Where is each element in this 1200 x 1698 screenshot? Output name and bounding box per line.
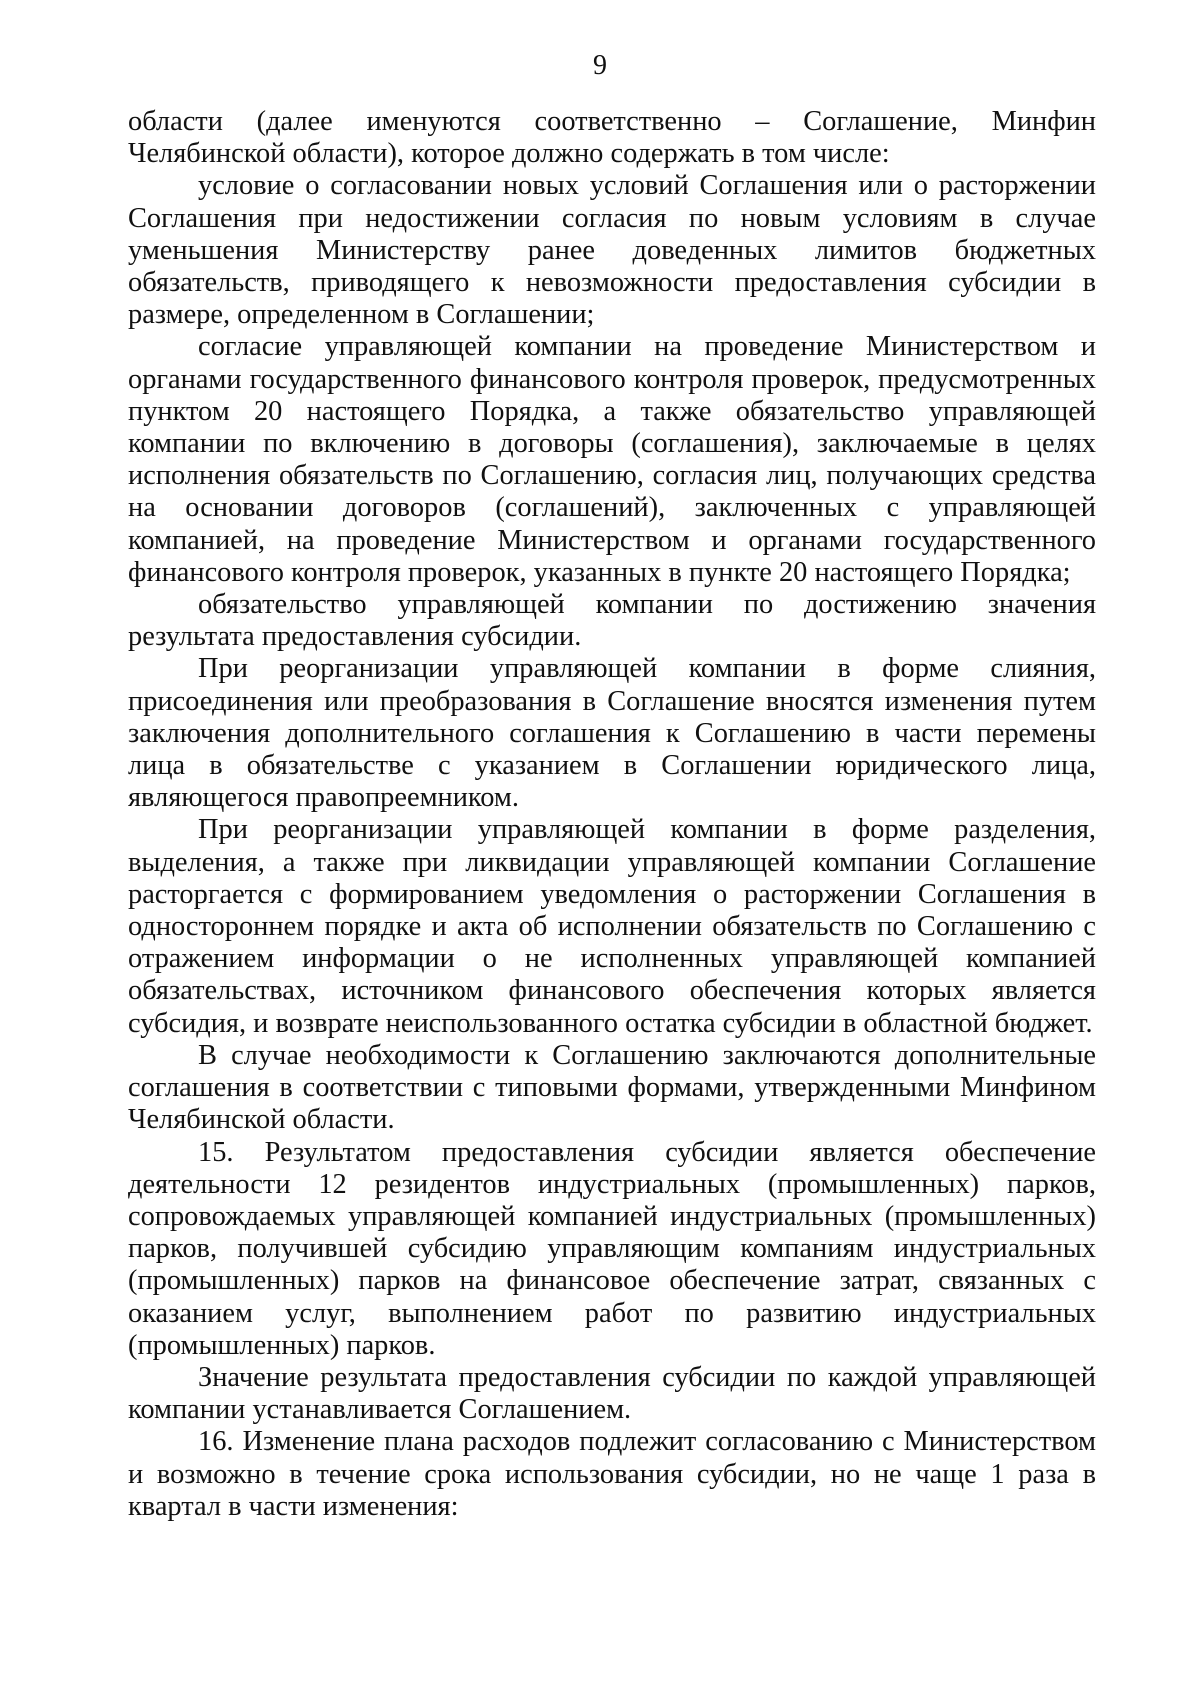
paragraph-consent-inspections: согласие управляющей компании на проведение Министерством и органами государственного финансового контроля проверок, предусмотренных пунктом 20 настоящего Порядка, а также обязательство управляющей компании по включению в договоры (соглашения), заключаемые в целях исполнения обязательств по Соглашению, согласия лиц, получающих средства на основании договоров (соглашений), заключенных с управляющей компанией, на проведение Министерством и органами государственного финансового контроля проверок, указанных в пункте 20 настоящего Порядка; [128,331,1096,588]
paragraph-obligation-result: обязательство управляющей компании по достижению значения результата предоставления субсидии. [128,589,1096,653]
paragraph-additional-agreements: В случае необходимости к Соглашению заключаются дополнительные соглашения в соответствии с типовыми формами, утвержденными Минфином Челябинской области. [128,1039,1096,1136]
paragraph-reorganization-merger: При реорганизации управляющей компании в форме слияния, присоединения или преобразования в Соглашение вносятся изменения путем заключения дополнительного соглашения к Соглашению в части перемены лица в обязательстве с указанием в Соглашении юридического лица, являющегося правопреемником. [128,653,1096,814]
paragraph-continuation: области (далее именуются соответственно – Соглашение, Минфин Челябинской области), которое должно содержать в том числе: [128,106,1096,170]
paragraph-result-value: Значение результата предоставления субсидии по каждой управляющей компании устанавливается Соглашением. [128,1361,1096,1426]
document-body [128,106,1096,1523]
paragraph-reorganization-division: При реорганизации управляющей компании в форме разделения, выделения, а также при ликвидации управляющей компании Соглашение расторгается с формированием уведомления о расторжении Соглашения в одностороннем порядке и акта об исполнении обязательств по Соглашению с отражением информации о не исполненных управляющей компанией обязательствах, источником финансового обеспечения которых является субсидия, и возврате неиспользованного остатка субсидии в областной бюджет. [128,814,1096,1039]
paragraph-clause-15: 15. Результатом предоставления субсидии является обеспечение деятельности 12 резидентов индустриальных (промышленных) парков, сопровождаемых управляющей компанией индустриальных (промышленных) парков, получившей субсидию управляющим компаниям индустриальных (промышленных) парков на финансовое обеспечение затрат, связанных с оказанием услуг, выполнением работ по развитию индустриальных (промышленных) парков. [128,1136,1096,1361]
paragraph-condition-new-terms: условие о согласовании новых условий Соглашения или о расторжении Соглашения при недостижении согласия по новым условиям в случае уменьшения Министерству ранее доведенных лимитов бюджетных обязательств, приводящего к невозможности предоставления субсидии в размере, определенном в Соглашении; [128,170,1096,331]
paragraph-clause-16: 16. Изменение плана расходов подлежит согласованию с Министерством и возможно в течение срока использования субсидии, но не чаще 1 раза в квартал в части изменения: [128,1426,1096,1522]
page-number: 9 [593,50,607,81]
